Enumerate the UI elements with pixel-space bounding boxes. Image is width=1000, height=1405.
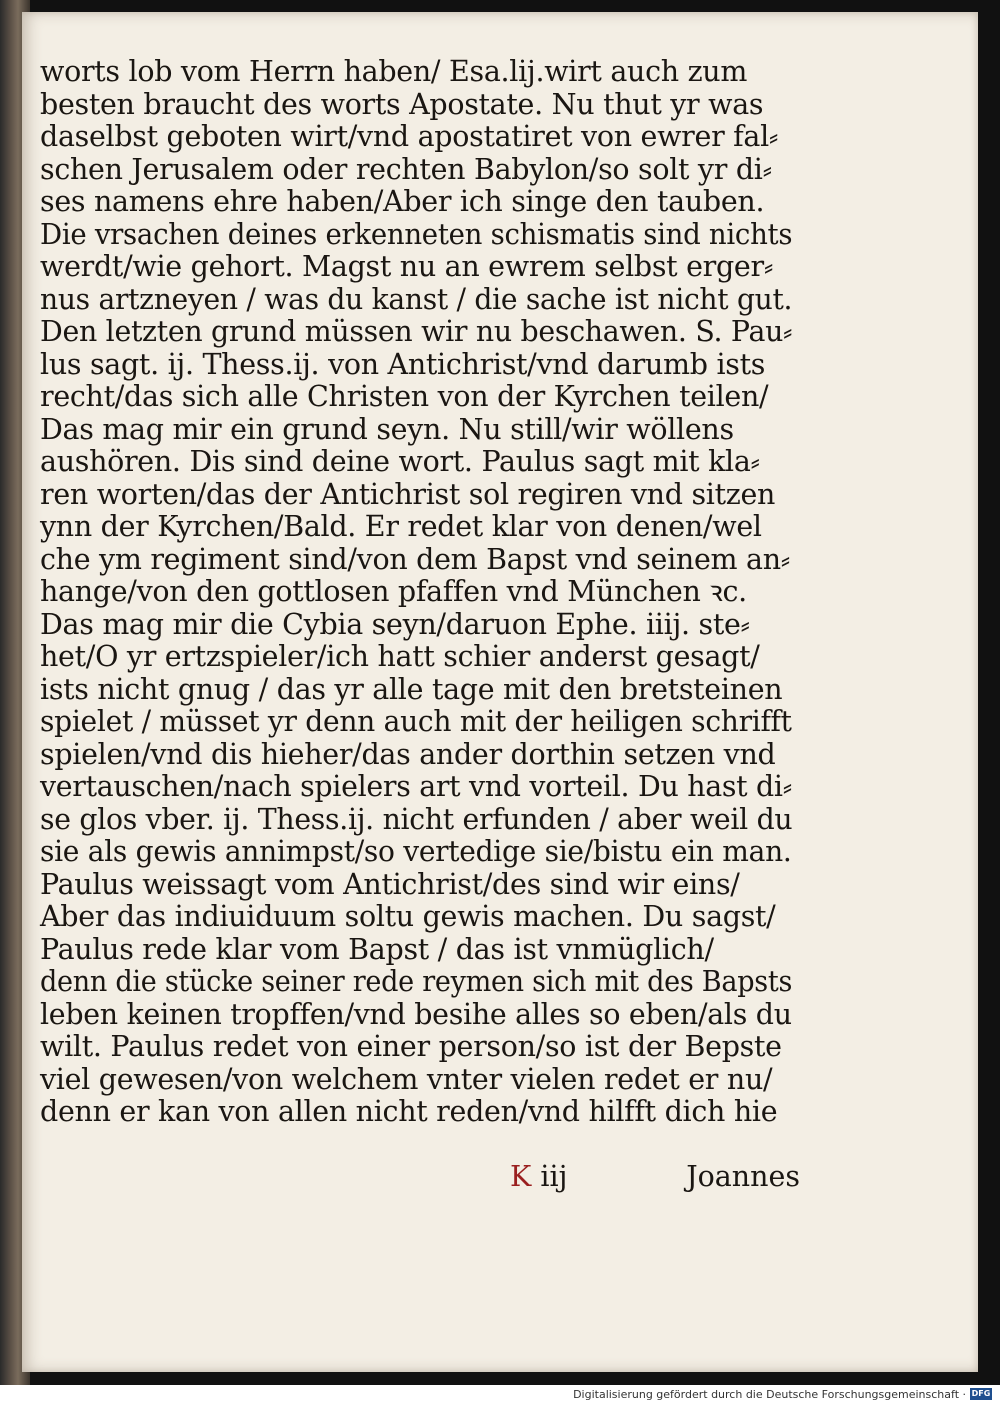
text-line: viel gewesen/von welchem vnter vielen redet er nu/ [40,1062,773,1096]
signature-initial: K [510,1160,532,1193]
signature-mark: K iij [510,1160,568,1193]
text-line: che ym regiment sind/von dem Bapst vnd seinem an⸗ [40,542,790,576]
body-text [40,56,792,1129]
text-line: Paulus weissagt vom Antichrist/des sind wir eins/ [40,867,740,901]
text-line: se glos vber. ij. Thess.ij. nicht erfunden / aber weil du [40,802,793,836]
text-line: denn er kan von allen nicht reden/vnd hilfft dich hie [40,1095,778,1128]
text-line: hange/von den gottlosen pfaffen vnd München ꝛc. [40,575,747,608]
text-line: Den letzten grund müssen wir nu beschawen. S. Pau⸗ [40,315,793,348]
text-line: sie als gewis annimpst/so vertedige sie/bistu ein man. [40,835,792,868]
text-line: nus artzneyen / was du kanst / die sache ist nicht gut. [40,282,793,316]
text-line: daselbst geboten wirt/vnd apostatiret von ewrer fal⸗ [40,120,779,153]
text-line: lus sagt. ij. Thess.ij. von Antichrist/vnd darumb ists [40,347,766,381]
credit-text: Digitalisierung gefördert durch die Deutsche Forschungsgemeinschaft · [573,1388,966,1401]
text-line: het/O yr ertzspieler/ich hatt schier anderst gesagt/ [40,640,760,673]
text-line: Das mag mir ein grund seyn. Nu still/wir wöllens [40,412,734,446]
text-line: leben keinen tropffen/vnd besihe alles so eben/als du [40,997,792,1031]
dfg-logo-icon: DFG [971,1389,991,1398]
page-footer [40,1160,800,1194]
text-line: aushören. Dis sind deine wort. Paulus sagt mit kla⸗ [40,445,760,478]
text-line: ses namens ehre haben/Aber ich singe den tauben. [40,185,765,218]
text-line: spielen/vnd dis hieher/das ander dorthin setzen vnd [40,737,776,771]
text-line: worts lob vom Herrn haben/ Esa.lij.wirt auch zum [40,55,748,88]
text-line: werdt/wie gehort. Magst nu an ewrem selbst erger⸗ [40,250,774,283]
text-line: ren worten/das der Antichrist sol regiren vnd sitzen [40,477,776,511]
text-line: Das mag mir die Cybia seyn/daruon Ephe. iiij. ste⸗ [40,607,750,641]
text-line: Paulus rede klar vom Bapst / das ist vnmüglich/ [40,932,714,966]
book-page [22,12,978,1372]
text-line: Aber das indiuiduum soltu gewis machen. Du sagst/ [40,900,776,933]
text-line: spielet / müsset yr denn auch mit der heiligen schrifft [40,705,792,738]
text-line: recht/das sich alle Christen von der Kyrchen teilen/ [40,380,769,413]
text-line: wilt. Paulus redet von einer person/so ist der Bepste [40,1030,782,1063]
text-line: ists nicht gnug / das yr alle tage mit den bretsteinen [40,672,783,706]
credit-bar [0,1385,1000,1405]
text-line: denn die stücke seiner rede reymen sich mit des Bapsts [40,965,793,998]
catchword: Joannes [686,1160,800,1193]
text-line: schen Jerusalem oder rechten Babylon/so solt yr di⸗ [40,152,772,186]
text-line: ynn der Kyrchen/Bald. Er redet klar von denen/wel [40,510,762,543]
text-line: vertauschen/nach spielers art vnd vorteil. Du hast di⸗ [40,770,792,803]
text-line: Die vrsachen deines erkenneten schismatis sind nichts [40,217,793,251]
text-line: besten braucht des worts Apostate. Nu thut yr was [40,87,764,121]
